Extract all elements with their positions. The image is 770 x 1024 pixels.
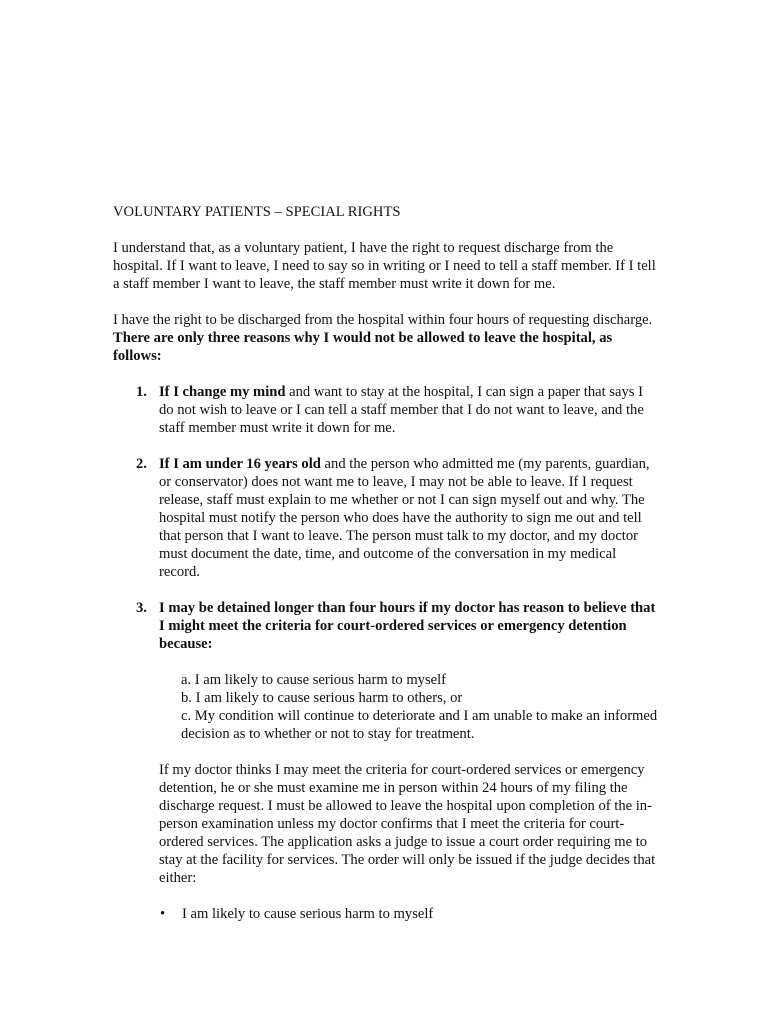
reason-item [113,455,658,581]
bullet-list [159,905,658,923]
reason-heading: If I change my mind [159,384,286,400]
reason-heading: If I am under 16 years old [159,456,321,472]
bullet-item [159,905,658,923]
discharge-paragraph-bold: There are only three reasons why I would not be allowed to leave the hospital, as follows: [113,330,613,364]
sub-item: c. My condition will continue to deteriorate and I am unable to make an informed decision as to whether or not to stay for treatment. [181,708,658,742]
reason-item [113,383,658,437]
document-page [113,203,658,941]
intro-paragraph: I understand that, as a voluntary patient, I have the right to request discharge from the hospital. If I want to leave, I need to say so in writing or I need to tell a staff member. If I tell a staff member I want to leave, the staff member must write it down for me. [113,240,656,292]
discharge-paragraph-plain: I have the right to be discharged from the hospital within four hours of requesting discharge. [113,312,653,328]
reason-number: 3. [136,600,147,616]
sub-item: a. I am likely to cause serious harm to myself [181,672,447,688]
followup-paragraph: If my doctor thinks I may meet the criteria for court-ordered services or emergency detention, he or she must examine me in person within 24 hours of my filing the discharge request. I must be allowed to leave the hospital upon completion of the in-person examination unless my doctor confirms that I meet the criteria for court-ordered services. The application asks a judge to issue a court order requiring me to stay at the facility for services. The order will only be issued if the judge decides that either: [159,762,656,886]
reason-heading: I may be detained longer than four hours if my doctor has reason to believe that I might meet the criteria for court-ordered services or emergency detention because: [159,600,656,652]
sub-item: b. I am likely to cause serious harm to others, or [181,690,463,706]
document-title: VOLUNTARY PATIENTS – SPECIAL RIGHTS [113,204,401,220]
sub-items-list [181,671,658,743]
reason-text: and the person who admitted me (my parents, guardian, or conservator) does not want me to leave, I may not be able to leave. If I request release, staff must explain to me whether or not I can sign myself out and why. The hospital must notify the person who does have the authority to sign me out and tell that person that I want to leave. The person must talk to my doctor, and my doctor must document the date, time, and outcome of the conversation in my medical record. [159,456,650,580]
reason-number: 1. [136,384,147,400]
bullet-dot-icon: • [160,906,166,922]
reasons-list [113,383,658,923]
bullet-text: I am likely to cause serious harm to myself [182,906,434,922]
reason-number: 2. [136,456,147,472]
reason-item [113,599,658,923]
discharge-paragraph [113,311,658,365]
reason-text: and want to stay at the hospital, I can sign a paper that says I do not wish to leave or I can tell a staff member that I do not want to leave, and the staff member must write it down for me. [159,384,644,436]
